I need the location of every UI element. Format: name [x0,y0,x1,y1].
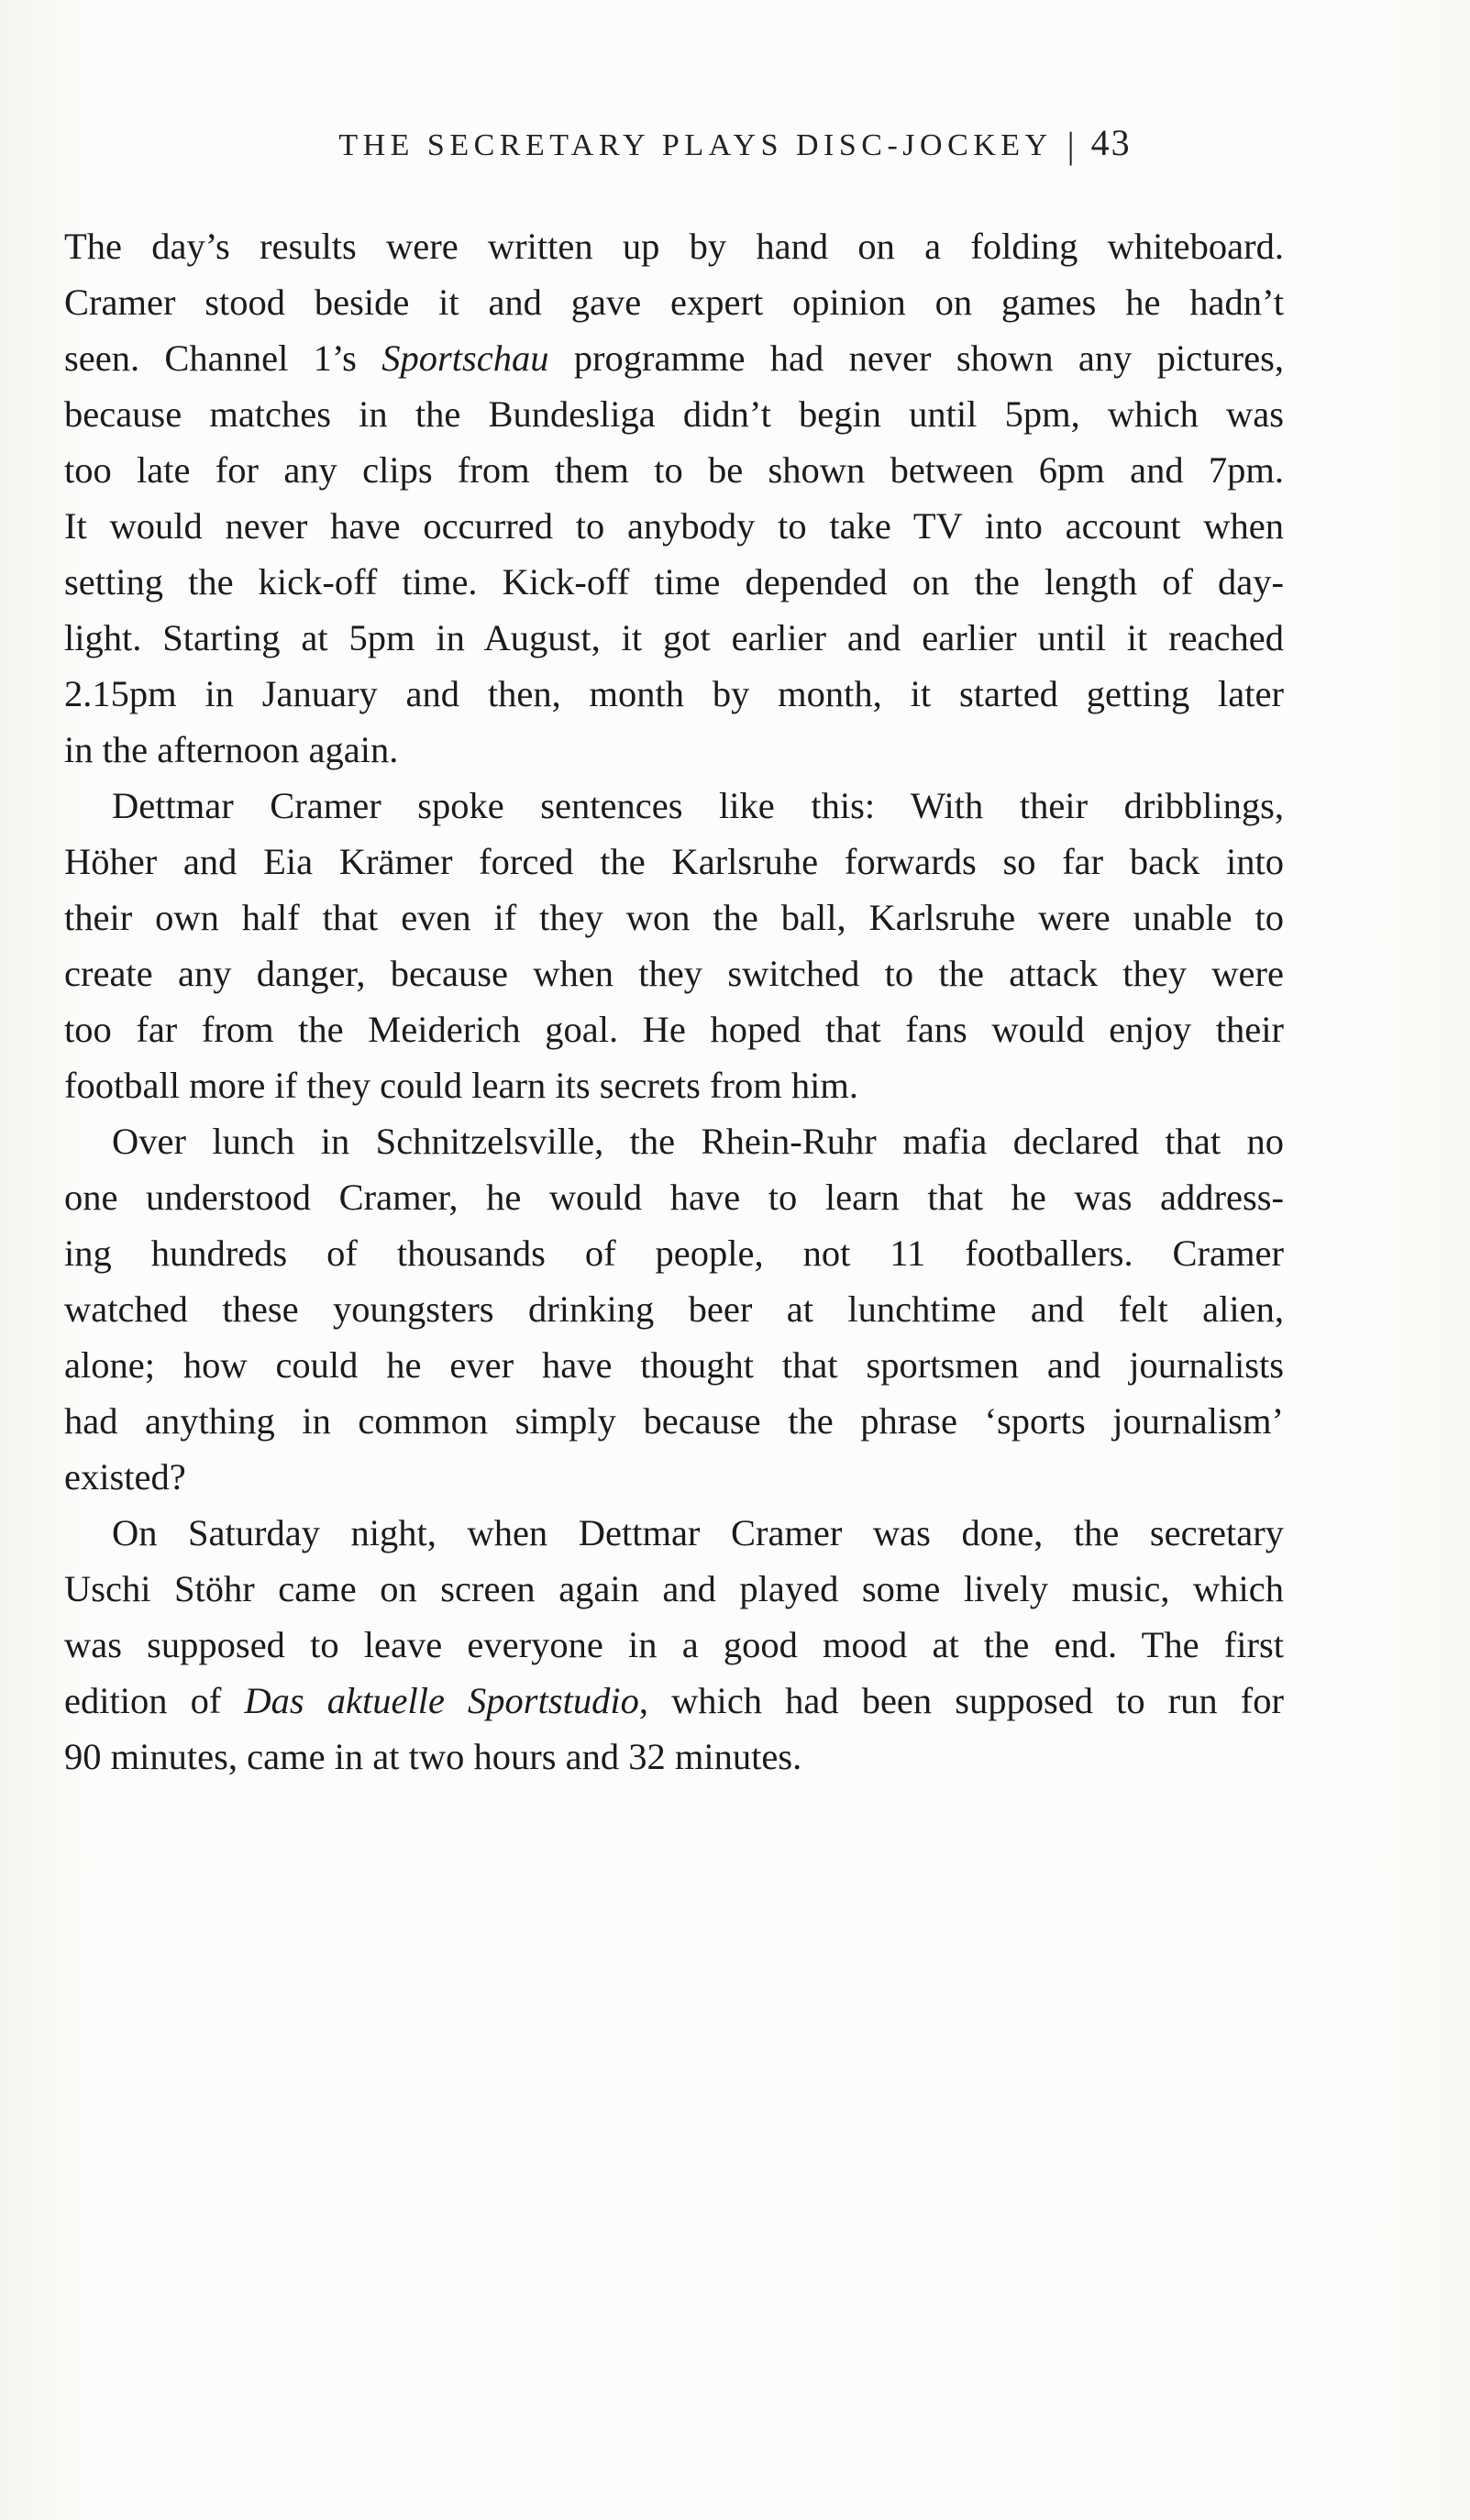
text-line: had anything in common simply because the phrase ‘sports journalism’ [64,1400,1284,1442]
paragraph-3 [64,1113,1284,1505]
text-line: their own half that even if they won the ball, Karlsruhe were unable to [64,897,1284,938]
header-separator: | [1067,125,1075,166]
text-line: Cramer stood beside it and gave expert opinion on games he hadn’t [64,282,1284,323]
text-line: Over lunch in Schnitzelsville, the Rhein-Ruhr mafia declared that no [112,1121,1284,1162]
body-text [64,218,1284,1785]
text-line: Uschi Stöhr came on screen again and played some lively music, which [64,1568,1284,1609]
programme-title-sportschau: Sportschau [381,337,549,379]
text-line: too far from the Meiderich goal. He hoped that fans would enjoy their [64,1009,1284,1050]
text-line: because matches in the Bundesliga didn’t begin until 5pm, which was [64,393,1284,435]
text-line: in the afternoon again. [64,729,399,770]
page-number: 43 [1090,122,1132,163]
programme-title-sportstudio: Das aktuelle Sportstudio [244,1680,639,1721]
text-line: Höher and Eia Krämer forced the Karlsruhe forwards so far back into [64,841,1284,882]
text-line: existed? [64,1456,186,1498]
text-line: It would never have occurred to anybody to take TV into account when [64,505,1284,547]
text-line: 90 minutes, came in at two hours and 32 minutes. [64,1736,802,1777]
text-line: setting the kick-off time. Kick-off time depended on the length of day- [64,561,1284,602]
running-head [0,121,1470,167]
text-line: too late for any clips from them to be shown between 6pm and 7pm. [64,449,1284,491]
text-line: football more if they could learn its secrets from him. [64,1065,859,1106]
paragraph-1 [64,218,1284,778]
paragraph-2 [64,778,1284,1113]
text-line: edition of Das aktuelle Sportstudio, which had been supposed to run for [64,1680,1284,1721]
text-line: was supposed to leave everyone in a good mood at the end. The first [64,1624,1284,1665]
text-line: 2.15pm in January and then, month by month, it started getting later [64,673,1284,714]
text-line: watched these youngsters drinking beer at lunchtime and felt alien, [64,1288,1284,1330]
text-line: one understood Cramer, he would have to learn that he was address- [64,1177,1284,1218]
text-line: seen. Channel 1’s Sportschau programme had never shown any pictures, [64,337,1284,379]
chapter-title: THE SECRETARY PLAYS DISC-JOCKEY [338,128,1053,162]
text-line: On Saturday night, when Dettmar Cramer was done, the secretary [112,1512,1284,1553]
text-line: create any danger, because when they switched to the attack they were [64,953,1284,994]
text-line: alone; how could he ever have thought that sportsmen and journalists [64,1344,1284,1386]
text-line: The day’s results were written up by hand on a folding whiteboard. [64,226,1284,267]
text-line: Dettmar Cramer spoke sentences like this: With their dribblings, [112,785,1284,826]
text-line: light. Starting at 5pm in August, it got earlier and earlier until it reached [64,617,1284,658]
text-line: ing hundreds of thousands of people, not 11 footballers. Cramer [64,1232,1284,1274]
paragraph-4 [64,1505,1284,1785]
